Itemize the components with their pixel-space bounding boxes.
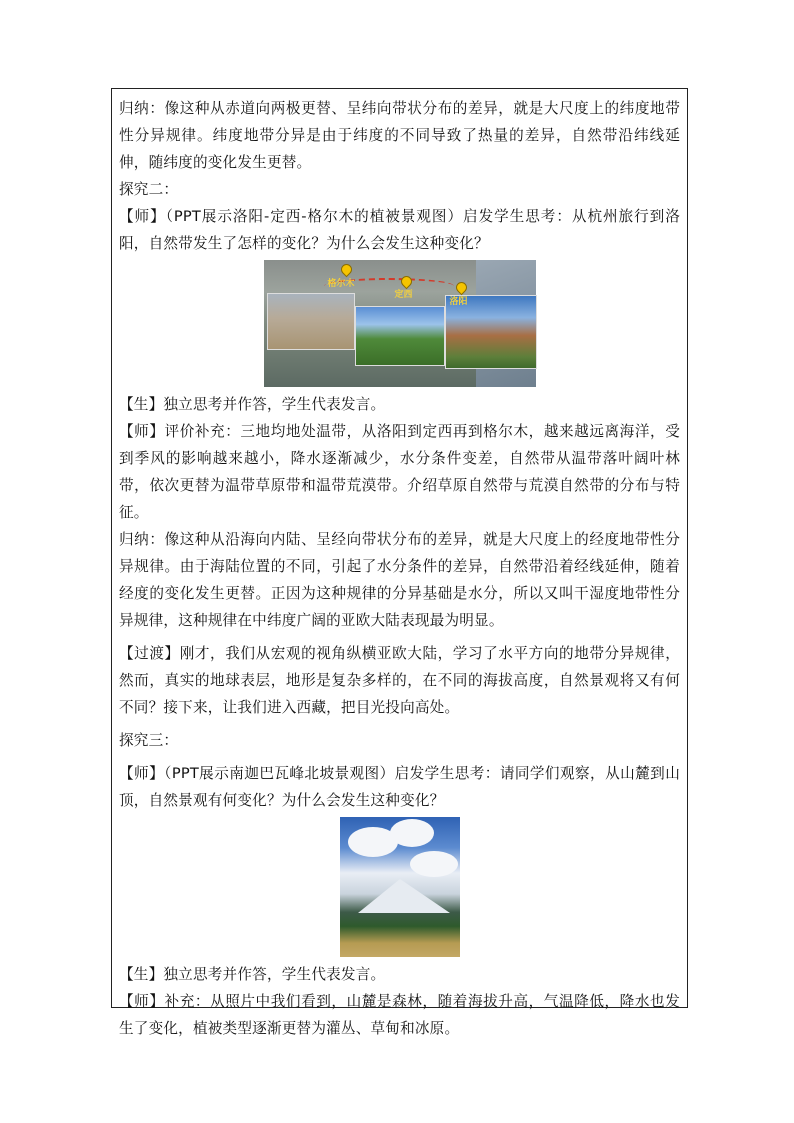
map-label-luoyang: 洛阳 — [449, 297, 468, 307]
cloud-shape — [410, 851, 458, 877]
desert-photo — [267, 293, 355, 350]
summary-longitude-paragraph: 归纳：像这种从沿海向内陆、呈经向带状分布的差异，就是大尺度上的经度地带性分异规律。由于海陆位置的不同，引起了水分条件的差异，自然带沿着经线延伸，随着经度的变化发生更替。正因为这种规律的分异基础是水分，所以又叫干湿度地带性分异规律，这种规律在中纬度广阔的亚欧大陆表现最为明显。 — [119, 531, 680, 629]
map-label-geermu: 格尔木 — [327, 279, 355, 289]
route-landscape-photo — [264, 260, 536, 387]
inquiry-two-heading: 探究二： — [119, 181, 179, 198]
transition-paragraph: 【过渡】刚才，我们从宏观的视角纵横亚欧大陆，学习了水平方向的地带分异规律，然而，真实的地球表层，地形是复杂多样的，在不同的海拔高度，自然景观将又有何不同？接下来，让我们进入西藏，把目光投向高处。 — [119, 645, 680, 716]
location-pin-icon — [338, 262, 354, 278]
map-label-dingxi: 定西 — [394, 290, 413, 300]
lesson-table-cell — [111, 88, 688, 1037]
teacher-supplement-two: 【师】评价补充：三地均地处温带，从洛阳到定西再到格尔木，越来越远离海洋，受到季风的影响越来越小，降水逐渐减少，水分条件变差，自然带从温带落叶阔叶林带，依次更替为温带草原带和温带荒漠带。介绍草原自然带与荒漠自然带的分布与特征。 — [119, 423, 680, 521]
teacher-prompt-three: 【师】（PPT展示南迦巴瓦峰北坡景观图）启发学生思考：请同学们观察，从山麓到山顶，自然景观有何变化？为什么会发生这种变化？ — [119, 765, 680, 809]
inquiry-three-heading: 探究三： — [119, 732, 179, 749]
teacher-supplement-three: 【师】补充：从照片中我们看到，山麓是森林，随着海拔升高，气温降低，降水也发生了变化，植被类型逐渐更替为灌丛、草甸和冰原。 — [119, 993, 680, 1037]
location-pin-icon — [453, 280, 469, 296]
figure-mountain — [119, 817, 680, 957]
teacher-prompt-two: 【师】（PPT展示洛阳-定西-格尔木的植被景观图）启发学生思考：从杭州旅行到洛阳，自然带发生了怎样的变化？为什么会发生这种变化？ — [119, 208, 680, 252]
summary-latitude-paragraph: 归纳：像这种从赤道向两极更替、呈纬向带状分布的差异，就是大尺度上的纬度地带性分异规律。纬度地带分异是由于纬度的不同导致了热量的差异，自然带沿纬线延伸，随纬度的变化发生更替。 — [119, 100, 680, 171]
mountain-landscape-photo — [340, 817, 460, 957]
cloud-shape — [390, 819, 434, 847]
figure-route-map — [119, 260, 680, 387]
grassland-photo — [355, 306, 445, 366]
snow-peak-shape — [358, 879, 450, 913]
student-response-three: 【生】独立思考并作答，学生代表发言。 — [119, 966, 386, 983]
student-response-two: 【生】独立思考并作答，学生代表发言。 — [119, 396, 386, 413]
